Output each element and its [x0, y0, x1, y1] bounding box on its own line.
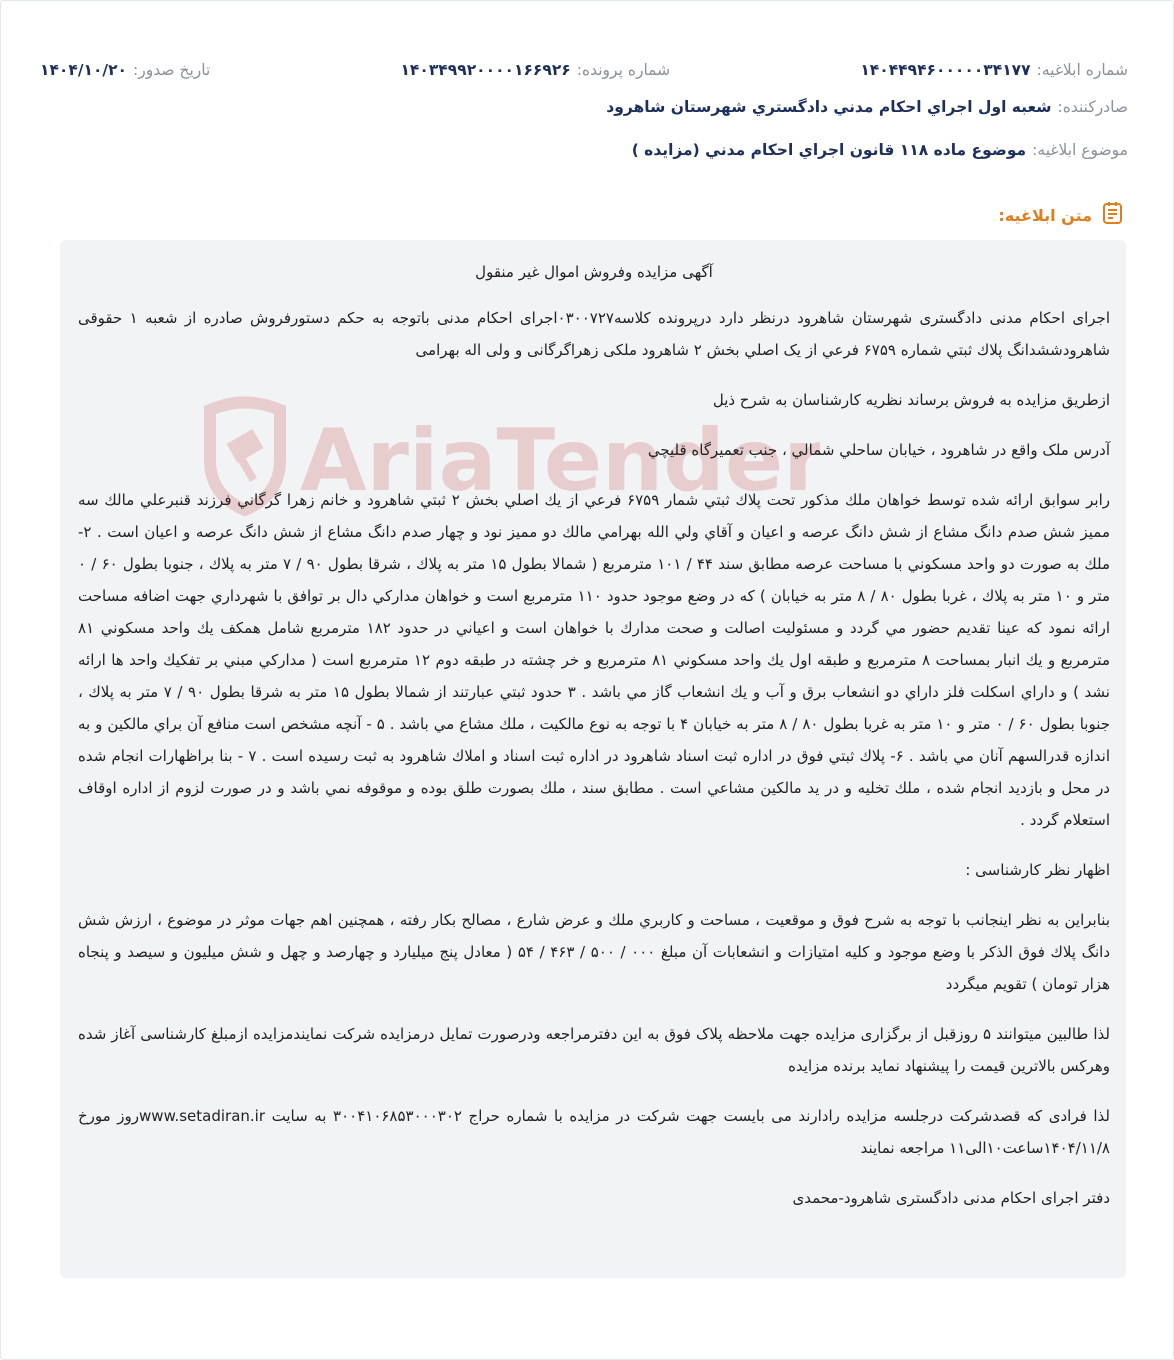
subject-label: موضوع ابلاغيه:: [1032, 141, 1128, 159]
case-number: [400, 61, 670, 79]
notice-paragraph-9: دفتر اجرای احکام مدنی دادگستری شاهرود-محمدی: [792, 1189, 1110, 1207]
issue-date: [40, 61, 210, 79]
subject-row: [632, 141, 1128, 159]
subject-value: موضوع ماده ۱۱۸ قانون اجراي احکام مدني (مزايده ): [631, 141, 1027, 159]
notice-panel: [60, 240, 1126, 1278]
issue-date-label: تاريخ صدور:: [133, 61, 211, 79]
notice-paragraph-1: اجرای احکام مدنی دادگستری شهرستان شاهرود درنظر دارد درپرونده کلاسه۰۳۰۰۷۲۷اجرای احکام مدنی باتوجه به حکم دستورفروش صادره از شعبه ۱ حقوقی شاهرودششدانگ پلاك ثبتي شماره ۶۷۵۹ فرعي از يک اصلي بخش ۲ شاهرود ملکی زهراگرگانی و ولی اله بهرامی: [78, 309, 1110, 359]
document-icon: [1100, 200, 1126, 230]
watermark-text: AriaTender: [300, 411, 814, 511]
notice-paragraph-7: لذا طالبین میتوانند ۵ روزقبل از برگزاری مزایده جهت ملاحظه پلاک فوق به این دفترمراجعه ودرصورت تمایل درمزایده شرکت نمایندمزایده ازمبلغ کارشناسی آغاز شده وهرکس بالاترین قیمت را پیشنهاد نماید برنده مزایده: [78, 1025, 1110, 1075]
notice-number: [860, 61, 1128, 79]
meta-row: [40, 58, 1128, 82]
notice-paragraph-8: لذا فرادی که قصدشرکت درجلسه مزایده رادارند می بایست جهت شرکت در مزایده با شماره حراج ۳۰۰۴۱۰۶۸۵۳۰۰۰۳۰۲ به سایت www.setadiran.irروز مورخ ۱۴۰۴/۱۱/۸ساعت۱۰الی۱۱ مراجعه نمایند: [78, 1107, 1110, 1157]
notice-number-value: ۱۴۰۴۴۹۴۶۰۰۰۰۰۳۴۱۷۷: [860, 61, 1031, 79]
notice-body: [78, 256, 1110, 1232]
notice-number-label: شماره ابلاغيه:: [1036, 61, 1128, 79]
issue-date-value: ۱۴۰۴/۱۰/۲۰: [40, 61, 128, 79]
notice-paragraph-6: بنابراين به نظر اينجانب با توجه به شرح فوق و موقعيت ، مساحت و كاربري ملك و عرض شارع ، مصالح بكار رفته ، همچنين اهم جهات موثر در موضوع ، ارزش شش دانگ پلاك فوق الذكر با وضع موجود و كليه امتيازات و انشعابات آن مبلغ ۰۰۰ / ۵۰۰ / ۴۶۳ / ۵۴ ( معادل پنج ميليارد و چهارصد و چهل و شش ميليون و سيصد و پنجاه هزار تومان ) تقويم ميگردد: [78, 911, 1111, 993]
notice-title: آگهی مزایده وفروش اموال غیر منقول: [475, 263, 713, 281]
section-header: [998, 202, 1126, 228]
issuer-value: شعبه اول اجراي احکام مدني دادگستري شهرستان شاهرود: [606, 98, 1052, 116]
case-number-label: شماره پرونده:: [576, 61, 671, 79]
case-number-value: ۱۴۰۳۴۹۹۲۰۰۰۰۱۶۶۹۲۶: [400, 61, 571, 79]
notice-paragraph-4: رابر سوابق ارائه شده توسط خواهان ملك مذكور تحت پلاك ثبتي شمار ۶۷۵۹ فرعي از يك اصلي بخش ۲ ثبتي شاهرود و خانم زهرا گرگاني فرزند قنبرعلي مالك سه مميز شش صدم دانگ مشاع از شش دانگ عرصه و اعيان و آقاي ولي الله بهرامي مالك دو مميز نود و چهار صدم دانگ مشاع از شش دانگ عرصه و اعيان است . ۲- ملك به صورت دو واحد مسكوني با مساحت عرصه مطابق سند ۴۴ / ۱۰۱ مترمربع ( شمالا بطول ۱۵ متر به پلاك ، شرقا بطول ۹۰ / ۷ متر به پلاك ، جنوبا بطول ۶۰ / ۰ متر و ۱۰ متر به پلاك ، غربا بطول ۸۰ / ۸ متر به خيابان ) كه در وضع موجود حدود ۱۱۰ مترمربع است و خواهان مداركي دال بر توافق با شهرداري جهت اضافه مساحت ارائه نمود كه عينا تقديم حضور مي گردد و مسئوليت اصالت و صحت مدارك با خواهان است و اعياني در حدود ۱۸۲ مترمربع شامل همكف يك واحد مسكوني ۸۱ مترمربع و يك انبار بمساحت ۸ مترمربع و طبقه اول يك واحد مسكوني ۸۱ مترمربع و خر چشته در طبقه دوم ۱۲ مترمربع است ( مداركي مبني بر تفكيك واحد ها ارائه نشد ) و داراي اسكلت فلز داراي دو انشعاب برق و آب و يك انشعاب گاز مي باشد . ۳ حدود ثبتي عبارتند از شمالا بطول ۱۵ متر به شرقا بطول ۹۰ / ۷ متر به پلاك ، جنوبا بطول ۶۰ / ۰ متر و ۱۰ متر به غربا بطول ۸۰ / ۸ متر به خيابان ۴ با توجه به نوع مالكيت ، ملك مشاع مي باشد . ۵ - آنچه مشخص است منافع آن براي مالكين و به اندازه قدرالسهم آنان مي باشد . ۶- پلاك ثبتي فوق در اداره ثبت اسناد شاهرود در اداره ثبت اسناد و املاك شاهرود به ثبت رسيده است . ۷ - بنا براظهارات انجام شده در محل و بازديد انجام شده ، ملك تخليه و در يد مالكين مشاعي است . مطابق سند ، ملك بصورت طلق بوده و موقوفه نمي باشد و در صورت لزوم از اداره اوقاف استعلام گردد .: [78, 491, 1111, 829]
notice-paragraph-3: آدرس ملک واقع در شاهرود ، خيابان ساحلي شمالي ، جنب تعميرگاه قليچي: [647, 441, 1110, 459]
issuer-label: صادرکننده:: [1057, 98, 1128, 116]
section-title: متن ابلاغيه:: [998, 205, 1092, 225]
issuer-row: [606, 98, 1128, 116]
notice-paragraph-2: ازطریق مزایده به فروش برساند نظریه کارشناسان به شرح ذیل: [712, 391, 1110, 409]
notice-paragraph-5: اظهار نظر کارشناسی :: [965, 861, 1110, 879]
